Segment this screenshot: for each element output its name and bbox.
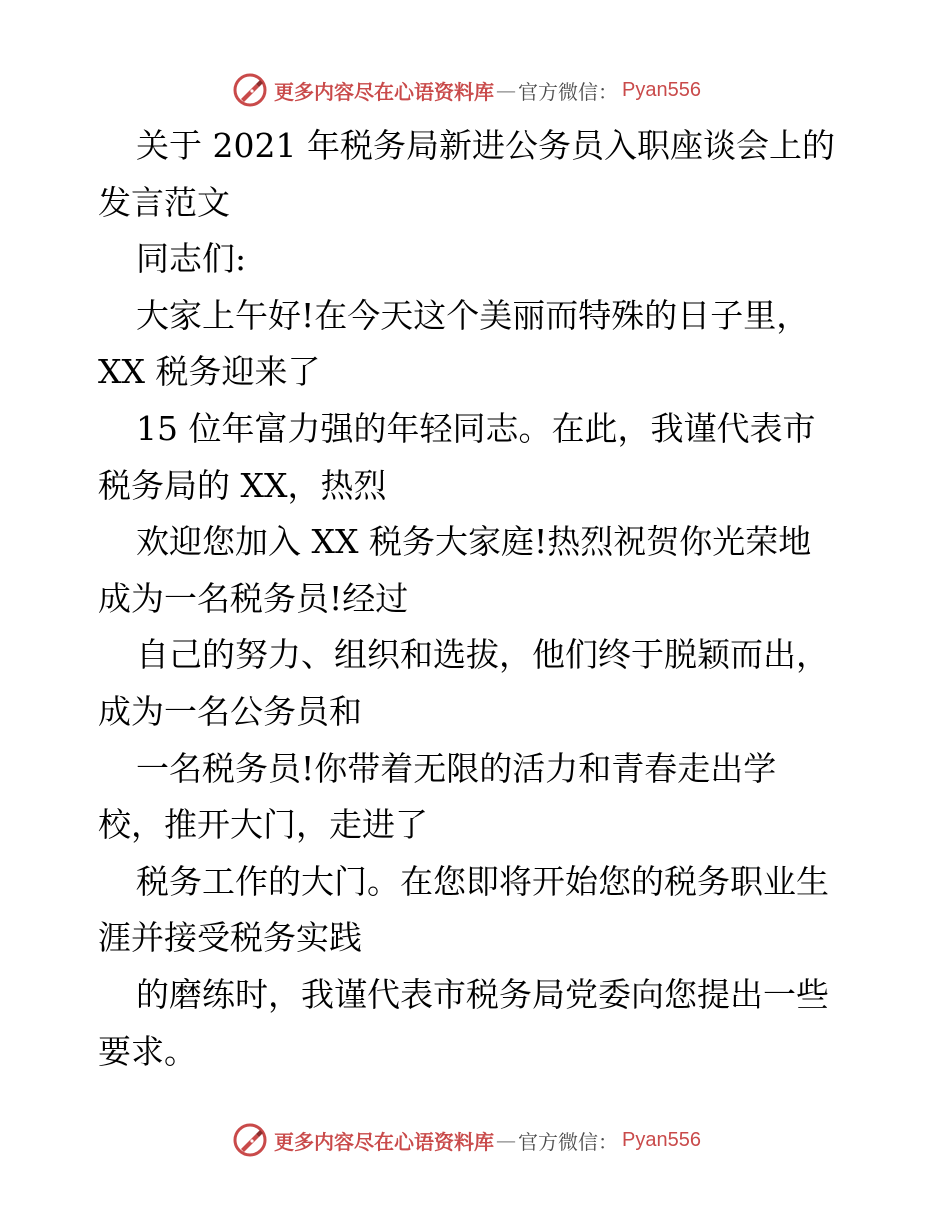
paragraph-line: 涯并接受税务实践 bbox=[98, 918, 362, 958]
watermark-wechat-id: Pyan556 bbox=[622, 1128, 701, 1151]
paragraph-line: 的磨练时，我谨代表市税务局党委向您提出一些 bbox=[136, 974, 829, 1014]
document-body bbox=[98, 118, 878, 1080]
salutation: 同志们: bbox=[136, 239, 247, 279]
paragraph-line: 税务工作的大门。在您即将开始您的税务职业生 bbox=[136, 861, 829, 901]
paragraph-line: 自己的努力、组织和选拔，他们终于脱颖而出， bbox=[136, 635, 829, 675]
paragraph-line: 大家上午好!在今天这个美丽而特殊的日子里， bbox=[136, 295, 810, 335]
paragraph-line: 成为一名公务员和 bbox=[98, 691, 362, 731]
watermark-wechat-id: Pyan556 bbox=[622, 78, 701, 101]
pen-nib-logo-icon bbox=[232, 72, 268, 108]
title-line-1: 关于 2021 年税务局新进公务员入职座谈会上的 bbox=[136, 126, 835, 165]
watermark-wechat-label: 官方微信： bbox=[518, 79, 618, 104]
paragraph-line: 要求。 bbox=[98, 1031, 197, 1071]
paragraph-line: 一名税务员!你带着无限的活力和青春走出学 bbox=[136, 748, 777, 788]
header-watermark bbox=[232, 70, 752, 110]
watermark-dash: — bbox=[496, 78, 516, 102]
paragraph-line: 税务局的 XX，热烈 bbox=[98, 465, 387, 505]
paragraph-line: XX 税务迎来了 bbox=[98, 352, 321, 392]
paragraph-line: 校，推开大门，走进了 bbox=[98, 805, 428, 845]
watermark-brand-text: 更多内容尽在心语资料库 bbox=[274, 1129, 494, 1154]
watermark-dash: — bbox=[496, 1128, 516, 1152]
pen-nib-logo-icon bbox=[232, 1122, 268, 1158]
footer-watermark bbox=[232, 1120, 752, 1160]
watermark-wechat-label: 官方微信： bbox=[518, 1129, 618, 1154]
paragraph-line: 欢迎您加入 XX 税务大家庭!热烈祝贺你光荣地 bbox=[136, 522, 812, 562]
paragraph-line: 15 位年富力强的年轻同志。在此，我谨代表市 bbox=[136, 408, 816, 448]
title-line-2: 发言范文 bbox=[98, 182, 230, 222]
watermark-brand-text: 更多内容尽在心语资料库 bbox=[274, 79, 494, 104]
paragraph-line: 成为一名税务员!经过 bbox=[98, 578, 409, 618]
